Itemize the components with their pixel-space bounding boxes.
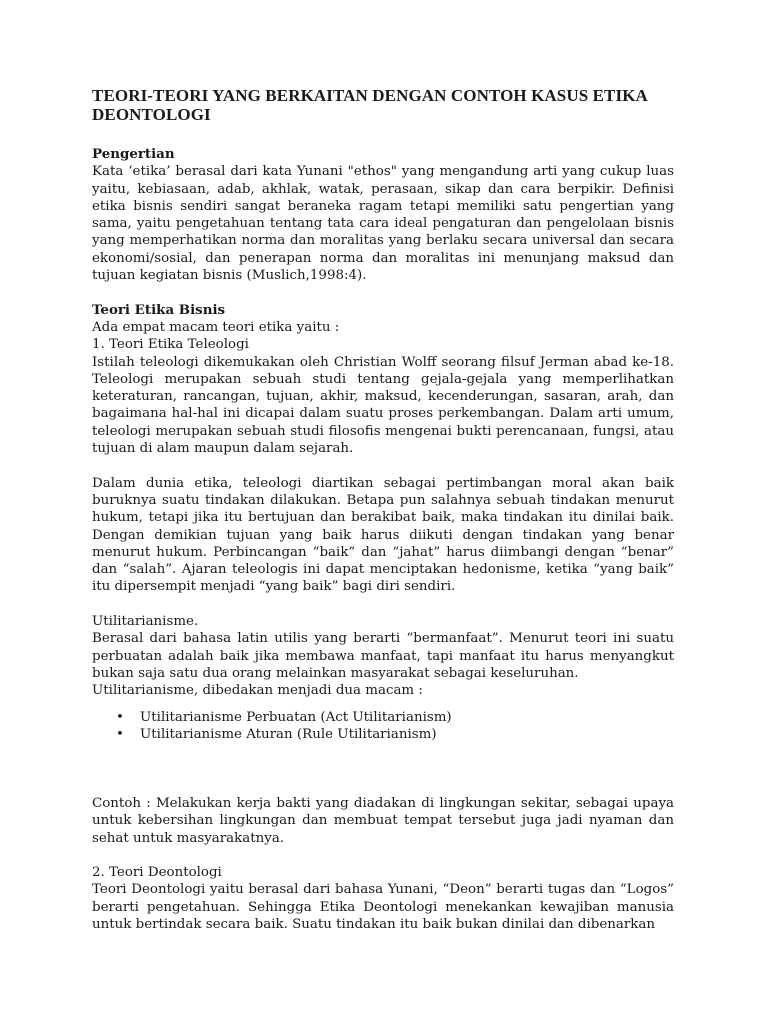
- paragraph-contoh: Contoh : Melakukan kerja bakti yang diadakan di lingkungan sekitar, sebagai upaya untuk kebersihan lingkungan dan membuat tempat tersebut juga jadi nyaman dan sehat untuk masyarakatnya.: [92, 795, 674, 846]
- document-page: [92, 86, 674, 933]
- subheading-utilitarianisme: Utilitarianisme.: [92, 614, 199, 630]
- list-item: [92, 726, 674, 743]
- document-title: TEORI-TEORI YANG BERKAITAN DENGAN CONTOH KASUS ETIKA DEONTOLOGI: [92, 86, 647, 124]
- heading-teori-etika-bisnis: Teori Etika Bisnis: [92, 301, 226, 318]
- bullet-icon: •: [116, 726, 124, 742]
- subheading-deontologi: 2. Teori Deontologi: [92, 865, 222, 881]
- paragraph-deontologi: Teori Deontologi yaitu berasal dari bahasa Yunani, “Deon” berarti tugas dan “Logos” berarti pengetahuan. Sehingga Etika Deontologi menekankan kewajiban manusia untuk bertindak secara baik. Suatu tindakan itu baik bukan dinilai dan dibenarkan: [92, 882, 674, 933]
- subheading-teleologi: 1. Teori Etika Teleologi: [92, 337, 249, 353]
- paragraph-utilitarianisme: Berasal dari bahasa latin utilis yang berarti “bermanfaat”. Menurut teori ini suatu perbuatan adalah baik jika membawa manfaat, tapi manfaat itu harus menyangkut bukan saja satu dua orang melainkan masyarakat sebagai keseluruhan.: [92, 631, 674, 681]
- list-item-text: Utilitarianisme Perbuatan (Act Utilitarianism): [140, 709, 452, 725]
- paragraph-teleologi: Istilah teleologi dikemukakan oleh Christian Wolff seorang filsuf Jerman abad ke-18. Teleologi merupakan sebuah studi tentang gejala-gejala yang memperlihatkan keteraturan, rancangan, tujuan, akhir, maksud, kecenderungan, sasaran, arah, dan bagaimana hal-hal ini dicapai dalam suatu proses perkembangan. Dalam arti umum, teleologi merupakan sebuah studi filosofis mengenai bukti perencanaan, fungsi, atau tujuan di alam maupun dalam sejarah.: [92, 354, 674, 457]
- paragraph-pengertian: Kata ‘etika’ berasal dari kata Yunani "ethos" yang mengandung arti yang cukup luas yaitu, kebiasaan, adab, akhlak, watak, perasaan, sikap dan cara berpikir. Definisi etika bisnis sendiri sangat beraneka ragam tetapi memiliki satu pengertian yang sama, yaitu pengetahuan tentang tata cara ideal pengaturan dan pengelolaan bisnis yang memperhatikan norma dan moralitas yang berlaku secara universal dan secara ekonomi/sosial, dan penerapan norma dan moralitas ini menunjang maksud dan tujuan kegiatan bisnis (Muslich,1998:4).: [92, 164, 674, 284]
- paragraph-teleologi-etika: Dalam dunia etika, teleologi diartikan sebagai pertimbangan moral akan baik buruknya suatu tindakan dilakukan. Betapa pun salahnya sebuah tindakan menurut hukum, tetapi jika itu bertujuan dan berakibat baik, maka tindakan itu dinilai baik. Dengan demikian tujuan yang baik harus diikuti dengan tindakan yang benar menurut hukum. Perbincangan “baik” dan “jahat” harus diimbangi dengan “benar” dan “salah”. Ajaran teleologis ini dapat menciptakan hedonisme, ketika “yang baik” itu dipersempit menjadi “yang baik” bagi diri sendiri.: [92, 475, 674, 595]
- heading-pengertian: Pengertian: [92, 146, 175, 162]
- list-item: [92, 709, 674, 726]
- bullet-icon: •: [116, 709, 124, 725]
- paragraph-intro: Ada empat macam teori etika yaitu :: [92, 319, 340, 335]
- list-item-text: Utilitarianisme Aturan (Rule Utilitarianism): [140, 726, 437, 742]
- bullet-list: [92, 709, 674, 744]
- paragraph-utilitarianisme-types: Utilitarianisme, dibedakan menjadi dua macam :: [92, 683, 423, 699]
